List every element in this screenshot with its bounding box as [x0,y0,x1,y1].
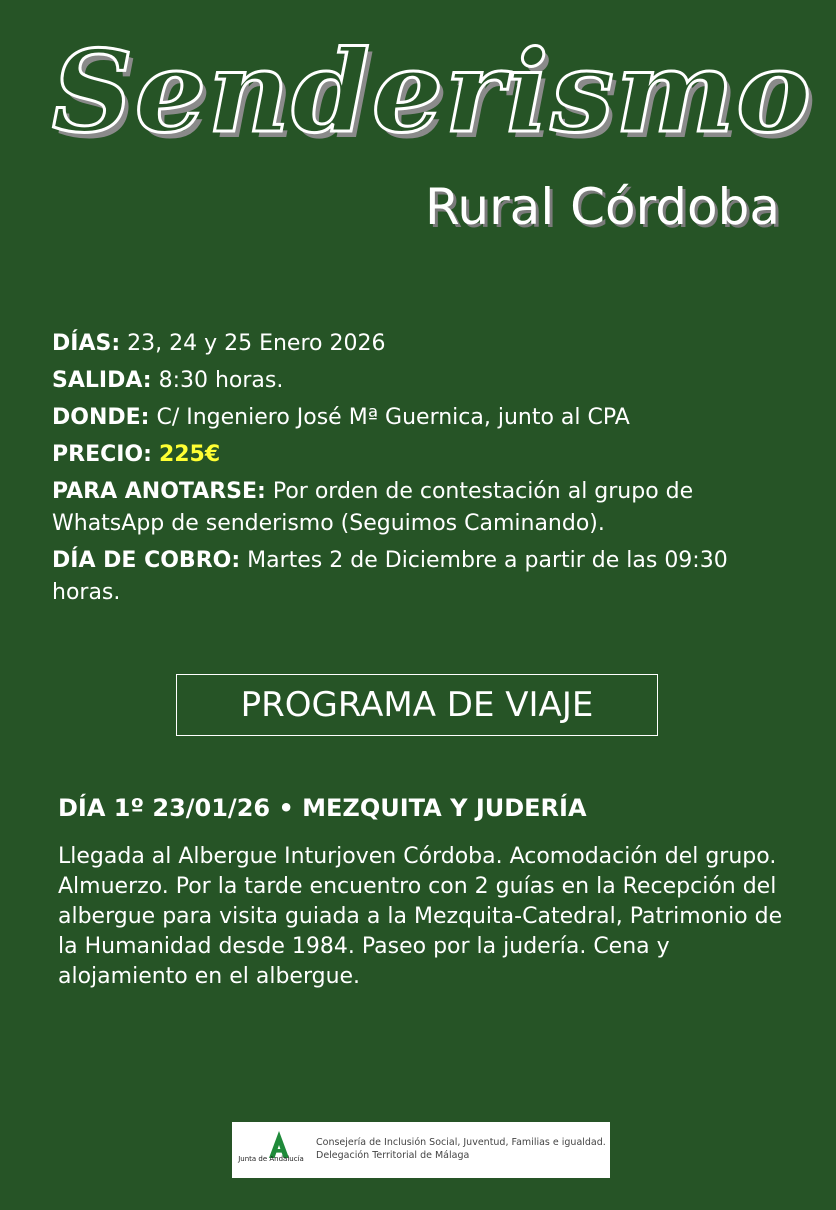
cobro-label: DÍA DE COBRO: [52,548,241,573]
anotarse-label: PARA ANOTARSE: [52,479,266,504]
page-title: Senderismo [52,27,813,158]
junta-andalucia-logo-icon [242,1128,316,1174]
precio-value: 225€ [158,442,221,467]
info-row-precio [52,439,792,471]
info-row-salida [52,365,792,397]
sponsor-logo-box [232,1122,610,1178]
event-info [52,328,792,614]
info-row-cobro [52,545,792,609]
logo-text: Consejería de Inclusión Social, Juventud, Familias e igualdad. Delegación Territorial de Málaga [316,1137,606,1161]
precio-label: PRECIO: [52,442,152,467]
donde-label: DONDE: [52,405,150,430]
page-subtitle: Rural Córdoba [424,178,780,236]
logo-caption: Junta de Andalucía [238,1155,304,1163]
day1-description: Llegada al Albergue Inturjoven Córdoba. Acomodación del grupo. Almuerzo. Por la tarde encuentro con 2 guías en la Recepción del albergue para visita guiada a la Mezquita-Catedral, Patrimonio de la Humanidad desde 1984. Paseo por la judería. Cena y alojamiento en el albergue. [58,844,783,989]
cobro-value: Martes 2 de Diciembre a partir de las 09:30 horas. [52,548,728,605]
info-row-dias [52,328,792,360]
salida-value: 8:30 horas. [158,368,284,393]
info-row-donde [52,402,792,434]
donde-value: C/ Ingeniero José Mª Guernica, junto al CPA [156,405,630,430]
dias-label: DÍAS: [52,331,121,356]
dias-value: 23, 24 y 25 Enero 2026 [127,331,386,356]
program-heading: PROGRAMA DE VIAJE [176,674,658,736]
anotarse-value: Por orden de contestación al grupo de WhatsApp de senderismo (Seguimos Caminando). [52,479,694,536]
salida-label: SALIDA: [52,368,152,393]
day1-heading: DÍA 1º 23/01/26 • MEZQUITA Y JUDERÍA [58,794,587,822]
info-row-anotarse [52,476,792,540]
